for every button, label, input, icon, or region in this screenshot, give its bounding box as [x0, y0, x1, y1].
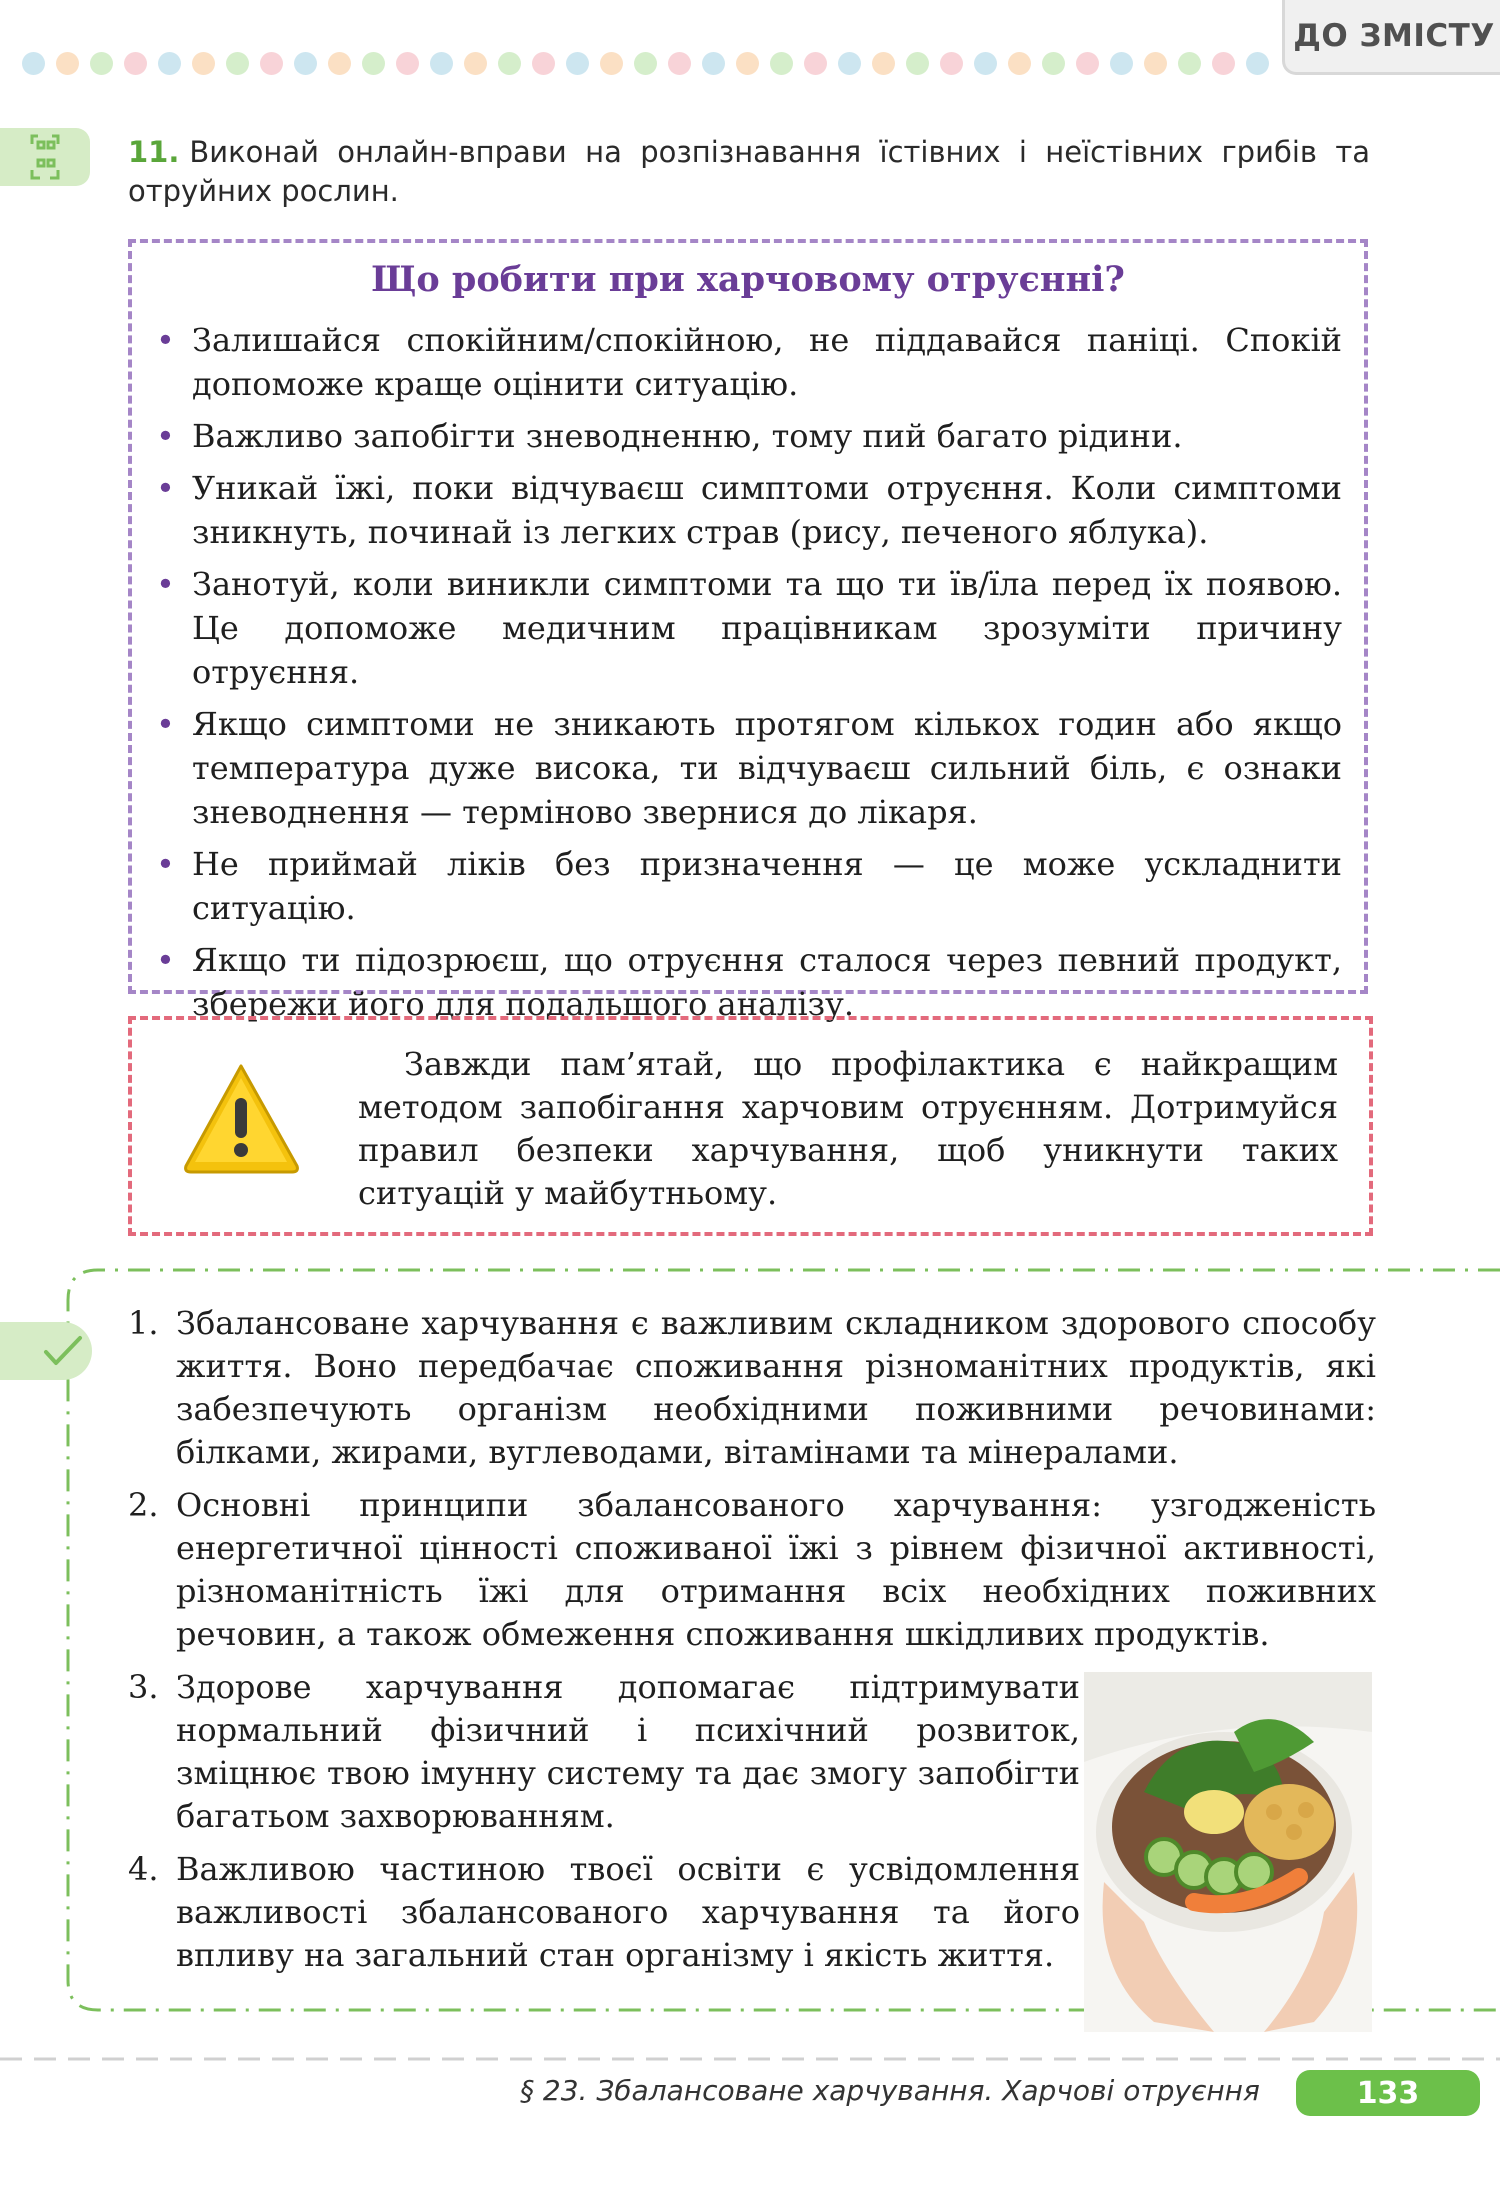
- summary-item-text: Важливою частиною твоєї освіти є усвідомлення важливості збалансованого харчування та його впливу на загальний стан організму і якість життя.: [176, 1850, 1080, 1974]
- warning-text: Завжди пам’ятай, що профілактика є найкращим методом запобігання харчовим отруєнням. Дотримуйся правил безпеки харчування, щоб уникнути таких ситуацій у майбутньому.: [358, 1045, 1338, 1212]
- summary-item-number: 1.: [128, 1304, 159, 1342]
- task-text: Виконай онлайн-вправи на розпізнавання їстівних і неїстівних грибів та отруйних рослин.: [128, 135, 1370, 208]
- summary-item-text: Основні принципи збалансованого харчування: узгодженість енергетичної цінності споживаної їжі з рівнем фізичної активності, різноманітність їжі для отримання всіх необхідних поживних речовин, а також обмеження споживання шкідливих продуктів.: [176, 1486, 1376, 1653]
- summary-item: [128, 1848, 1080, 1977]
- summary-item: [128, 1302, 1376, 1474]
- qr-code-icon: [0, 128, 90, 186]
- info-item: • Якщо ти підозрюєш, що отруєння сталося через певний продукт, збережи його для подальшого аналізу.: [192, 938, 1342, 1026]
- info-list: [132, 318, 1364, 1026]
- summary-item: [128, 1666, 1080, 1838]
- warning-box: [128, 1016, 1373, 1236]
- info-item: • Занотуй, коли виникли симптоми та що ти їв/їла перед їх появою. Це допоможе медичним працівникам зрозуміти причину отруєння.: [192, 562, 1342, 694]
- toc-link[interactable]: ДО ЗМІСТУ: [1282, 0, 1500, 75]
- warning-icon: [179, 1058, 304, 1178]
- summary-item-number: 3.: [128, 1668, 159, 1706]
- checkmark-icon: [0, 1322, 92, 1380]
- footer-divider: [0, 2056, 1500, 2062]
- salad-bowl-image: [1084, 1672, 1372, 2032]
- footer-section-title: § 23. Збалансоване харчування. Харчові отруєння: [520, 2074, 1260, 2107]
- task-number: 11.: [128, 135, 180, 169]
- summary-item-text: Здорове харчування допомагає підтримувати нормальний фізичний і психічний розвиток, зміцнює твою імунну систему та дає змогу запобігти багатьом захворюванням.: [176, 1668, 1080, 1835]
- summary-tab: [0, 1322, 92, 1380]
- task-11: [128, 133, 1370, 211]
- info-item: • Уникай їжі, поки відчуваєш симптоми отруєння. Коли симптоми зникнуть, починай із легких страв (рису, печеного яблука).: [192, 466, 1342, 554]
- page-number: 133: [1296, 2070, 1480, 2116]
- info-item: • Не приймай ліків без призначення — це може ускладнити ситуацію.: [192, 842, 1342, 930]
- info-item: • Важливо запобігти зневодненню, тому пий багато рідини.: [192, 414, 1342, 458]
- summary-item-text: Збалансоване харчування є важливим складником здорового способу життя. Воно передбачає споживання різноманітних продуктів, які забезпечують організм необхідними поживними речовинами: білками, жирами, вуглеводами, вітамінами та мінералами.: [176, 1304, 1376, 1471]
- summary-item: [128, 1484, 1376, 1656]
- summary-item-number: 2.: [128, 1486, 159, 1524]
- info-item: • Залишайся спокійним/спокійною, не піддавайся паніці. Спокій допоможе краще оцінити ситуацію.: [192, 318, 1342, 406]
- info-item: • Якщо симптоми не зникають протягом кількох годин або якщо температура дуже висока, ти відчуваєш сильний біль, є ознаки зневоднення — терміново звернися до лікаря.: [192, 702, 1342, 834]
- food-poisoning-info-box: [128, 239, 1368, 1023]
- qr-code-tab[interactable]: [0, 128, 90, 186]
- summary-item-number: 4.: [128, 1850, 159, 1888]
- decorative-dots: [22, 52, 1282, 76]
- info-box-title: Що робити при харчовому отруєнні?: [371, 259, 1125, 300]
